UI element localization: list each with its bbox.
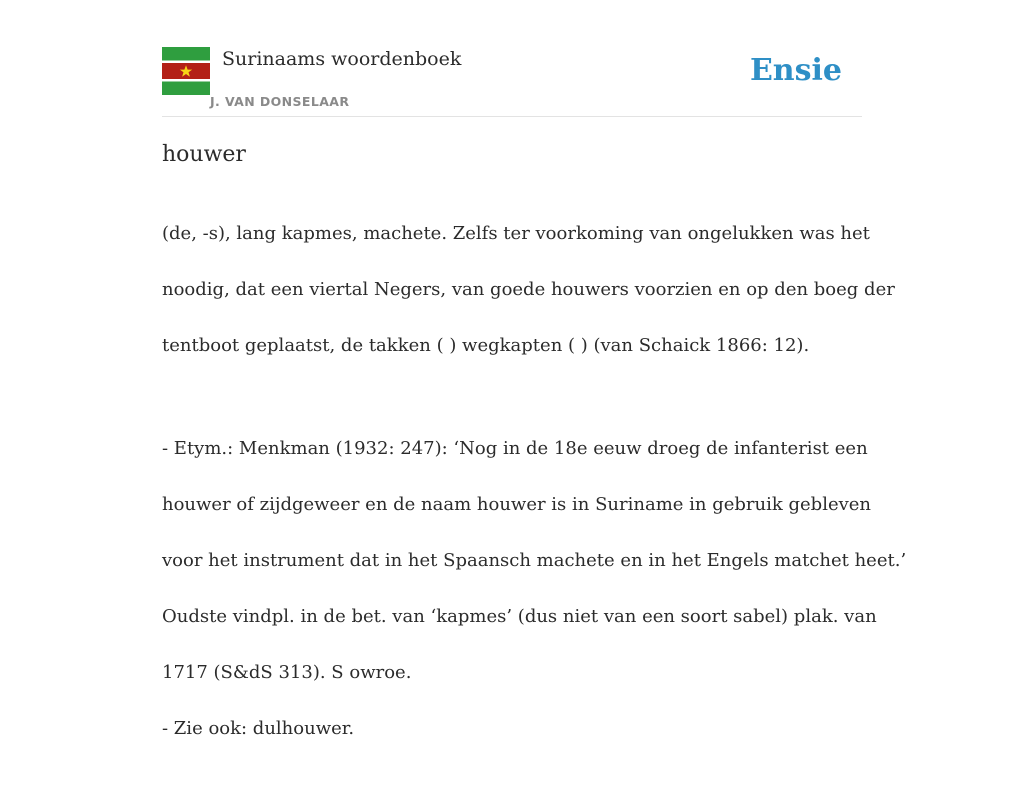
dictionary-header xyxy=(162,45,862,117)
book-title-link[interactable]: Surinaams woordenboek xyxy=(222,48,462,70)
definition-line: tentboot geplaatst, de takken ( ) wegkapten ( ) (van Schaick 1866: 12). xyxy=(162,335,810,356)
etymology-line: voor het instrument dat in het Spaansch machete en in het Engels matchet heet.’ xyxy=(162,550,907,571)
definition-line: noodig, dat een viertal Negers, van goede houwers voorzien en op den boeg der xyxy=(162,279,895,300)
etymology-paragraph xyxy=(162,407,907,771)
ensie-logo-link[interactable]: Ensie xyxy=(749,53,842,88)
etymology-line: Oudste vindpl. in de bet. van ‘kapmes’ (dus niet van een soort sabel) plak. van xyxy=(162,606,877,627)
suriname-flag-icon xyxy=(162,47,210,95)
entry-definition xyxy=(162,192,907,790)
etymology-line: 1717 (S&dS 313). S owroe. xyxy=(162,662,412,683)
author-name: J. VAN DONSELAAR xyxy=(210,94,350,109)
entry-headword: houwer xyxy=(162,142,246,167)
see-also-line[interactable]: - Zie ook: dulhouwer. xyxy=(162,718,355,739)
definition-line: (de, -s), lang kapmes, machete. Zelfs ter voorkoming van ongelukken was het xyxy=(162,223,870,244)
etymology-line: houwer of zijdgeweer en de naam houwer is in Suriname in gebruik gebleven xyxy=(162,494,872,515)
definition-paragraph xyxy=(162,192,895,388)
etymology-line: - Etym.: Menkman (1932: 247): ‘Nog in de 18e eeuw droeg de infanterist een xyxy=(162,438,868,459)
